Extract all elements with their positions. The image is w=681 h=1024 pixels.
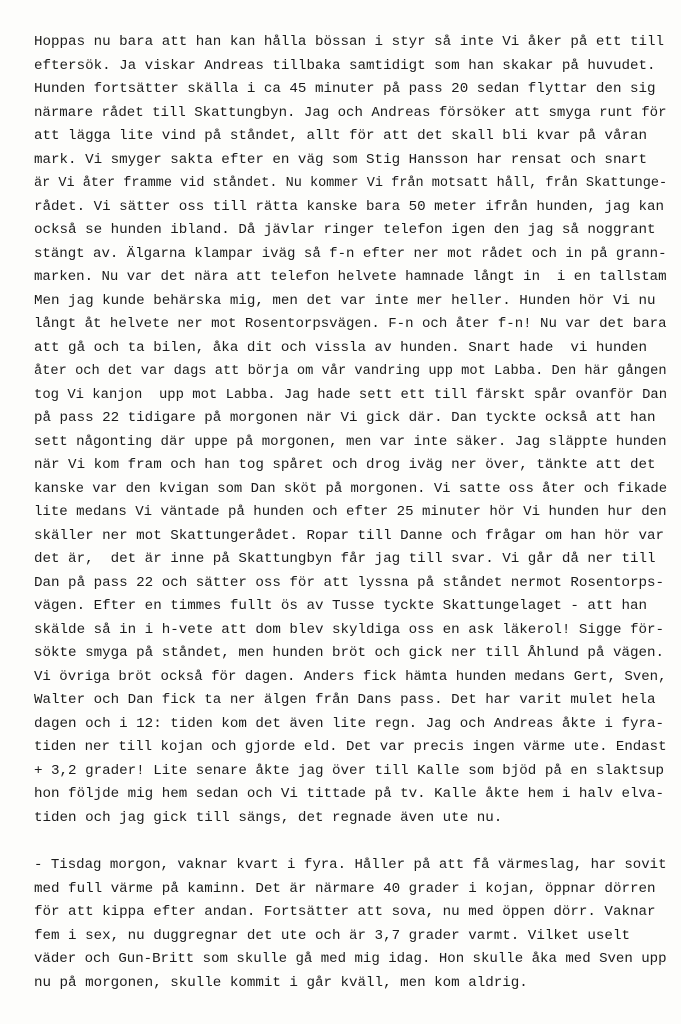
text-line: lite medans Vi väntade på hunden och efter 25 minuter hör Vi hunden hur den [34, 504, 667, 520]
text-line: nu på morgonen, skulle kommit i går kväll, men kom aldrig. [34, 975, 528, 991]
text-line: hon följde mig hem sedan och Vi tittade på tv. Kalle åkte hem i halv elva- [34, 786, 665, 802]
text-line: när Vi kom fram och han tog spåret och drog iväg ner över, tänkte att det [34, 457, 656, 473]
text-line: fem i sex, nu duggregnar det ute och är 3,7 grader varmt. Vilket uselt [34, 928, 630, 944]
text-line: - Tisdag morgon, vaknar kvart i fyra. Håller på att få värmeslag, har sovit [34, 857, 667, 873]
text-line: åter och det var dags att börja om vår vandring upp mot Labba. Den här gången [34, 363, 667, 379]
text-line: tog Vi kanjon upp mot Labba. Jag hade sett ett till färskt spår ovanför Dan [34, 387, 668, 403]
text-line: närmare rådet till Skattungbyn. Jag och Andreas försöker att smyga runt för [34, 105, 667, 121]
text-line: sökte smyga på ståndet, men hunden bröt och gick ner till Åhlund på vägen. [34, 645, 665, 661]
text-line: mark. Vi smyger sakta efter en väg som Stig Hansson har rensat och snart [34, 152, 647, 168]
text-line: Walter och Dan fick ta ner älgen från Dans pass. Det har varit mulet hela [34, 692, 656, 708]
text-line: på pass 22 tidigare på morgonen när Vi gick där. Dan tyckte också att han [34, 410, 656, 426]
text-line: är Vi åter framme vid ståndet. Nu kommer Vi från motsatt håll, från Skattunge- [34, 175, 668, 191]
text-line: också se hunden ibland. Då jävlar ringer telefon igen den jag så noggrant [34, 222, 656, 238]
text-line: att gå och ta bilen, åka dit och vissla av hunden. Snart hade vi hunden [34, 340, 647, 356]
text-line: eftersök. Ja viskar Andreas tillbaka samtidigt som han skakar på huvudet. [34, 58, 656, 74]
text-line: att lägga lite vind på ståndet, allt för att det skall bli kvar på våran [34, 128, 647, 144]
text-line: med full värme på kaminn. Det är närmare 40 grader i kojan, öppnar dörren [34, 881, 656, 897]
text-line: skälde så in i h-vete att dom blev skyldiga oss en ask läkerol! Sigge för- [34, 622, 665, 638]
text-line: tiden och jag gick till sängs, det regnade även ute nu. [34, 810, 503, 826]
text-line: skäller ner mot Skattungerådet. Ropar till Danne och frågar om han hör var [34, 528, 665, 544]
text-line: för att kippa efter andan. Fortsätter att sova, nu med öppen dörr. Vaknar [34, 904, 656, 920]
text-line: marken. Nu var det nära att telefon helvete hamnade långt in i en tallstam [34, 269, 667, 285]
text-line: dagen och i 12: tiden kom det även lite regn. Jag och Andreas åkte i fyra- [34, 716, 665, 732]
text-line: rådet. Vi sätter oss till rätta kanske bara 50 meter ifrån hunden, jag kan [34, 199, 665, 215]
text-line: Vi övriga bröt också för dagen. Anders fick hämta hunden medans Gert, Sven, [34, 669, 667, 685]
text-line: det är, det är inne på Skattungbyn får jag till svar. Vi går då ner till [34, 551, 656, 567]
text-line: väder och Gun-Britt som skulle gå med mig idag. Hon skulle åka med Sven upp [34, 951, 667, 967]
text-line: vägen. Efter en timmes fullt ös av Tusse tyckte Skattungelaget - att han [34, 598, 647, 614]
text-line: Hoppas nu bara att han kan hålla bössan i styr så inte Vi åker på ett till [34, 34, 665, 50]
text-line: Men jag kunde behärska mig, men det var inte mer heller. Hunden hör Vi nu [34, 293, 656, 309]
text-line: Hunden fortsätter skälla i ca 45 minuter på pass 20 sedan flyttar den sig [34, 81, 656, 97]
text-line: + 3,2 grader! Lite senare åkte jag över till Kalle som bjöd på en slaktsup [34, 763, 665, 779]
text-line: sett någonting där uppe på morgonen, men var inte säker. Jag släppte hunden [34, 434, 667, 450]
text-line: långt åt helvete ner mot Rosentorpsvägen. F-n och åter f-n! Nu var det bara [34, 316, 667, 332]
text-line: kanske var den kvigan som Dan sköt på morgonen. Vi satte oss åter och fikade [34, 481, 668, 497]
text-line: Dan på pass 22 och sätter oss för att lyssna på ståndet nermot Rosentorps- [34, 575, 665, 591]
text-line: stängt av. Älgarna klampar iväg så f-n efter ner mot rådet och in på grann- [34, 246, 667, 262]
text-line: tiden ner till kojan och gjorde eld. Det var precis ingen värme ute. Endast [34, 739, 667, 755]
